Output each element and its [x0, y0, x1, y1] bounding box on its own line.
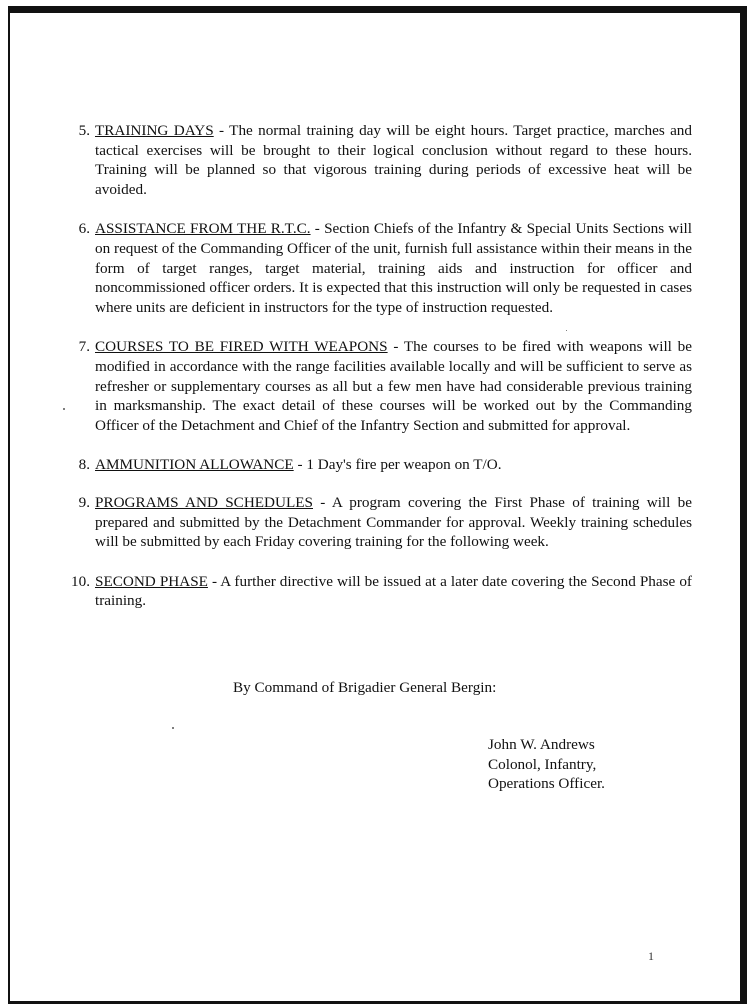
- paragraph-training-days: [62, 121, 692, 199]
- paragraph-number: 6.: [78, 220, 90, 238]
- document-body: [62, 121, 692, 611]
- page-mark: 1: [648, 949, 654, 963]
- paragraph-heading: ASSISTANCE FROM THE R.T.C.: [95, 220, 311, 238]
- paragraph-number: 8.: [78, 456, 90, 474]
- paragraph-number: 5.: [78, 122, 90, 139]
- paragraph-number: 10.: [71, 572, 90, 590]
- scan-speck: [63, 408, 65, 410]
- paragraph-text: - 1 Day's fire per weapon on T/O.: [293, 456, 502, 474]
- paragraph-text: - The courses to be fired with weapons will be modified in accordance with the range facilities available locally and will be sufficient to serve as refresher or supplementary courses as all but a few men have had considerable previous training in marksmanship. The exact detail of these courses will be worked out by the Commanding Officer of the Detachment and Chief of the Infantry Section and submitted for approval.: [95, 338, 692, 434]
- signer-rank: Colonol, Infantry,: [488, 755, 597, 773]
- paragraph-heading: SECOND PHASE: [95, 572, 208, 590]
- paragraph-text: - Section Chiefs of the Infantry & Special Units Sections will on request of the Commanding Officer of the unit, furnish full assistance within their means in the form of target ranges, target material, training aids and instruction for officer and noncommissioned officer orders. It is expected that this instruction will only be requested in cases where units are deficient in instructors for the type of instruction requested.: [95, 220, 692, 316]
- paragraph-heading: AMMUNITION ALLOWANCE: [95, 456, 294, 474]
- scan-speck: [566, 330, 567, 331]
- paragraph-number: 7.: [78, 338, 90, 356]
- paragraph-heading: TRAINING DAYS: [95, 122, 214, 139]
- command-line: By Command of Brigadier General Bergin:: [233, 679, 497, 696]
- paragraph-ammunition-allowance: [62, 455, 692, 475]
- paragraph-assistance-from-rtc: [62, 219, 692, 317]
- paragraph-heading: COURSES TO BE FIRED WITH WEAPONS: [95, 338, 388, 356]
- signature-block: [488, 735, 605, 794]
- signer-name: John W. Andrews: [488, 736, 595, 753]
- paragraph-number: 9.: [78, 493, 90, 511]
- signer-title: Operations Officer.: [488, 775, 605, 793]
- paragraph-programs-and-schedules: [62, 493, 692, 552]
- paragraph-second-phase: [62, 572, 692, 611]
- paragraph-text: - A program covering the First Phase of training will be prepared and submitted by the Detachment Commander for approval. Weekly training schedules will be submitted by each Friday covering training for the following week.: [95, 493, 692, 551]
- scan-speck: [172, 727, 174, 729]
- paragraph-heading: PROGRAMS AND SCHEDULES: [95, 493, 313, 511]
- paragraph-courses-to-be-fired: [62, 337, 692, 435]
- paragraph-text: - A further directive will be issued at a later date covering the Second Phase of training.: [95, 572, 692, 610]
- paragraph-text: - The normal training day will be eight hours. Target practice, marches and tactical exercises will be brought to their logical conclusion without regard to these hours. Training will be planned so that vigorous training during periods of excessive heat will be avoided.: [95, 122, 692, 198]
